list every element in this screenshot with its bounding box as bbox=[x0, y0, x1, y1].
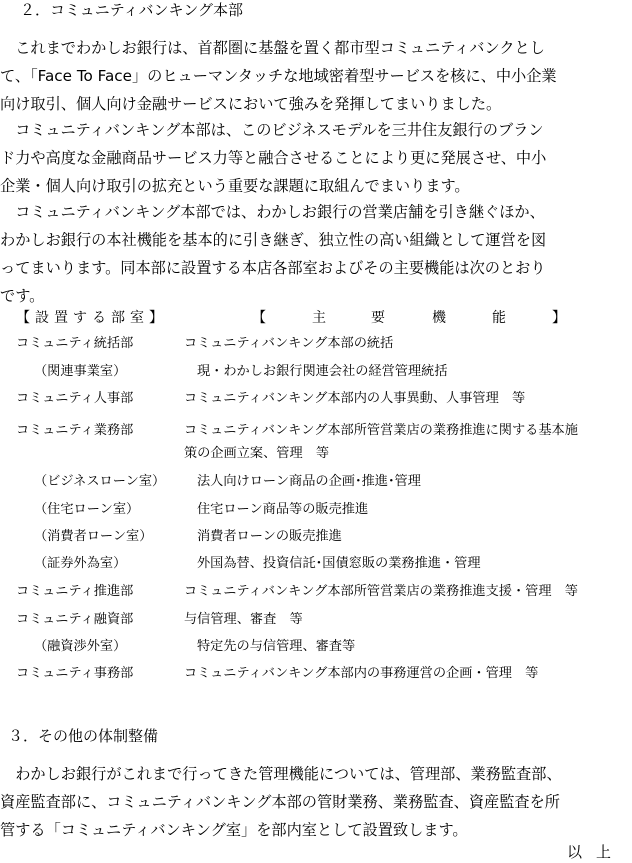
table-row-function: 消費者ローンの販売推進 bbox=[197, 529, 342, 544]
paragraph-line: これまでわかしお銀行は、首都圏に基盤を置く都市型コミュニティバンクとし bbox=[0, 39, 545, 57]
paragraph-line: コミュニティバンキング本部では、わかしお銀行の営業店舗を引き継ぐほか、 bbox=[0, 203, 545, 221]
paragraph-line: 企業・個人向け取引の拡充という重要な課題に取組んでまいります。 bbox=[0, 177, 470, 195]
section-3-heading: ３．その他の体制整備 bbox=[8, 727, 159, 745]
table-row-function: 特定先の与信管理、審査等 bbox=[197, 639, 356, 654]
paragraph-line: です。 bbox=[0, 287, 45, 305]
paragraph-4 bbox=[0, 760, 632, 844]
table-row-function: コミュニティバンキング本部所管営業店の業務推進支援・管理 等 bbox=[184, 584, 578, 599]
table-row-function: コミュニティバンキング本部の統括 bbox=[184, 336, 394, 351]
paragraph-3 bbox=[0, 198, 632, 310]
table-row-function-continued: 策の企画立案、管理 等 bbox=[184, 446, 330, 461]
table-row-function: 外国為替、投資信託･国債窓販の業務推進・管理 bbox=[197, 556, 481, 571]
table-row-org: コミュニティ融資部 bbox=[16, 612, 134, 627]
table-row-org: （関連事業室） bbox=[34, 364, 127, 379]
table-row-function: 住宅ローン商品等の販売推進 bbox=[197, 502, 369, 517]
table-row-function: 法人向けローン商品の企画･推進･管理 bbox=[197, 474, 421, 489]
table-row-function: 与信管理、審査 等 bbox=[184, 612, 303, 627]
table-header-char: 能 bbox=[492, 310, 511, 326]
table-row-function: 現・わかしお銀行関連会社の経営管理統括 bbox=[197, 364, 448, 379]
table-row-org: （証券外為室） bbox=[34, 556, 127, 571]
paragraph-line: わかしお銀行がこれまで行ってきた管理機能については、管理部、業務監査部、 bbox=[0, 765, 562, 783]
paragraph-line: 管する「コミュニティバンキング室」を部内室として設置致します。 bbox=[0, 821, 468, 839]
table-header-bracket-open: 【 bbox=[252, 310, 271, 326]
table-header-char: 機 bbox=[432, 310, 451, 326]
table-row-org: （消費者ローン室） bbox=[34, 529, 153, 544]
paragraph-1 bbox=[0, 34, 632, 118]
paragraph-line: わかしお銀行の本社機能を基本的に引き継ぎ、独立性の高い組織として運営を図 bbox=[0, 231, 547, 249]
paragraph-line: コミュニティバンキング本部は、このビジネスモデルを三井住友銀行のブラン bbox=[0, 121, 544, 139]
table-row-function: コミュニティバンキング本部内の人事異動、人事管理 等 bbox=[184, 391, 526, 406]
table-row-org: （ビジネスローン室） bbox=[34, 474, 166, 489]
paragraph-line: 資産監査部に、コミュニティバンキング本部の管財業務、業務監査、資産監査を所 bbox=[0, 793, 560, 811]
table-header-char: 主 bbox=[312, 310, 331, 326]
table-row-org: （融資渉外室） bbox=[34, 639, 127, 654]
table-row-org: （住宅ローン室） bbox=[34, 502, 140, 517]
paragraph-line: 向け取引、個人向け金融サービスにおいて強みを発揮してまいりました。 bbox=[0, 95, 502, 113]
table-row-org: コミュニティ統括部 bbox=[16, 336, 134, 351]
table-header-char: 要 bbox=[371, 310, 390, 326]
table-header-bracket-close: 】 bbox=[552, 310, 571, 326]
table-row-org: コミュニティ推進部 bbox=[16, 584, 134, 599]
closing-mark: 以上 bbox=[567, 843, 626, 861]
paragraph-line: て、「Face To Face」のヒューマンタッチな地域密着型サービスを核に、中小企業 bbox=[0, 67, 557, 85]
table-row-org: コミュニティ業務部 bbox=[16, 423, 134, 438]
table-header-departments: 【設置する部室】 bbox=[16, 310, 168, 326]
paragraph-2 bbox=[0, 116, 632, 200]
paragraph-line: ってまいります。同本部に設置する本店各部室およびその主要機能は次のとおり bbox=[0, 259, 546, 277]
table-row-org: コミュニティ人事部 bbox=[16, 391, 134, 406]
table-row-function: コミュニティバンキング本部内の事務運営の企画・管理 等 bbox=[184, 666, 539, 681]
table-row-org: コミュニティ事務部 bbox=[16, 666, 134, 681]
table-row-function: コミュニティバンキング本部所管営業店の業務推進に関する基本施 bbox=[184, 423, 578, 438]
paragraph-line: ド力や高度な金融商品サービス力等と融合させることにより更に発展させ、中小 bbox=[0, 149, 547, 167]
section-2-heading: ２．コミュニティバンキング本部 bbox=[20, 1, 244, 19]
